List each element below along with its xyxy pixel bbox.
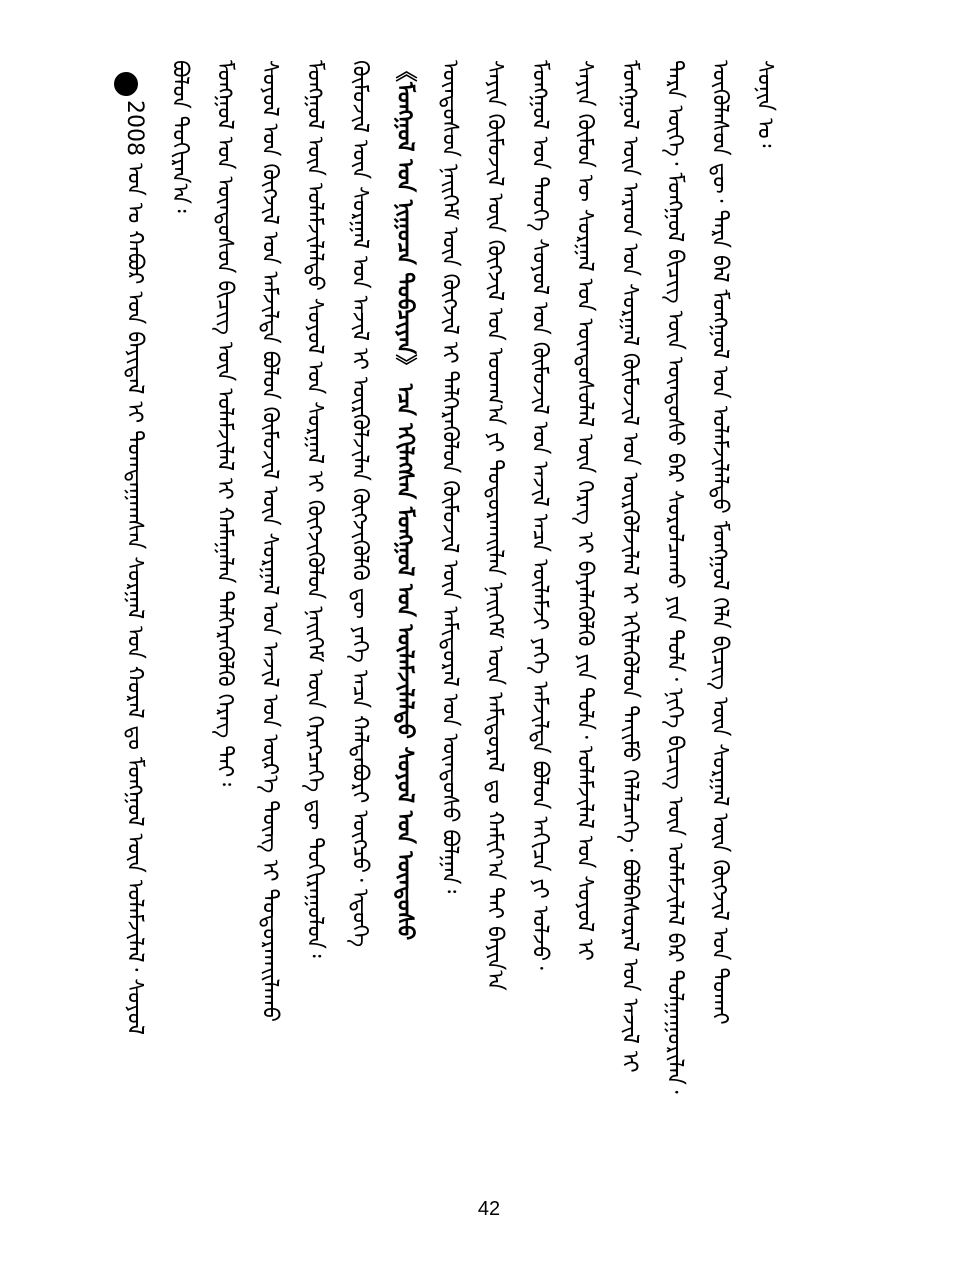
vertical-text-block xyxy=(100,60,780,1200)
text-column-14: ᠪᠣᠯᠤᠨ ᠲᠣᠬᠢᠷᠠᠨ᠎ᠠ᠄ xyxy=(167,60,192,213)
bullet-icon xyxy=(114,72,138,96)
text-column-10: ᠬᠦᠮᠦᠵᠢᠯ ᠦᠨ ᠰᠤᠷᠭᠠᠯ ᠤᠨ ᠠᠵᠢᠯ ᠢ ᠦᠷᠭᠦᠯᠵᠢᠯᠡᠨ ᠬᠥᠭᠵᠢᠭᠦᠯᠬᠦ ᠳᠦ ᠶᠡᠬᠡ ᠠᠴᠠ ᠬᠠᠯᠳᠠᠪᠤᠷᠢ ᠥᠭᠴᠦ᠂ ᠡᠳᠦᠭᠡ xyxy=(347,60,372,948)
text-column-8: ᠦᠨᠳᠦᠰᠦᠨ ᠨᠡᠢᠭᠡᠮ ᠦᠨ ᠬᠥᠭᠵᠢᠯ ᠢ ᠲᠡᠯᠭᠡᠷᠡᠭᠦᠯᠦᠨ ᠬᠦᠮᠦᠵᠢᠯ ᠦᠨ ᠠᠮᠢᠳᠤᠷᠠᠯ ᠤᠨ ᠦᠨᠳᠦᠰᠦ ᠪᠣᠯᠭᠠᠨ᠄ xyxy=(437,60,462,894)
text-column-15: 2008 ᠣᠨ ᠤ ᠬᠠᠪᠤᠷ ᠤᠨ ᠪᠠᠶᠢᠳᠠᠯ ᠢ ᠲᠣᠭᠲᠠᠭᠠᠭᠰᠠᠨ ᠰᠤᠷᠭᠠᠯ ᠤᠨ ᠬᠤᠷᠠᠯ ᠳᠤ ᠮᠣᠩᠭᠣᠯ ᠦᠨ ᠤᠯᠠᠮᠵᠢᠯᠠᠯ᠂ ᠰᠣᠶᠤᠯ xyxy=(122,100,147,1035)
text-column-7: ᠰᠠᠶᠢᠨ ᠬᠦᠮᠦᠵᠢᠯ ᠦᠨ ᠬᠥᠭᠵᠢᠯ ᠤᠨ ᠤᠳᠬ᠎ᠠ ᠶᠢ ᠲᠣᠳᠣᠷᠬᠠᠢᠯᠠᠨ ᠨᠡᠢᠭᠡᠮ ᠦᠨ ᠠᠮᠢᠳᠤᠷᠠᠯ ᠳᠤ ᠬᠠᠮᠢᠶ᠎ᠠ ᠲᠠᠢ ᠪᠠᠶᠢᠨ᠎ᠠ xyxy=(482,60,507,991)
page-number: 42 xyxy=(477,1198,501,1220)
text-column-6: ᠮᠣᠩᠭᠣᠯ ᠤᠨ ᠲᠡᠦᠬᠡ ᠰᠣᠶᠤᠯ ᠤᠨ ᠬᠦᠮᠦᠵᠢᠯ ᠤᠨ ᠠᠵᠢᠯ ᠠᠴᠠ ᠦᠯᠡᠮᠵᠢ ᠶᠡᠬᠡ ᠠᠮᠵᠢᠯᠲᠠ ᠪᠣᠯᠤᠨ ᠠᠬᠢᠴᠠ ᠶᠢ ᠣᠯᠵᠤ᠂ xyxy=(527,60,552,970)
text-column-4: ᠮᠣᠩᠭᠣᠯ ᠦᠨ ᠠᠷᠠᠳ ᠤᠨ ᠰᠤᠷᠭᠠᠯ ᠬᠦᠮᠦᠵᠢᠯ ᠤᠨ ᠦᠷᠭᠦᠯᠵᠢᠯᠡᠯ ᠢ ᠡᠬᠢᠯᠡᠭᠦᠯᠦᠨ ᠲᠡᠶ᠋ᠢᠮᠦ ᠬᠡᠯᠡᠯᠴᠡᠭᠡ᠂ ᠪᠣᠯᠪᠠᠰᠤᠷᠠᠯ ᠤᠨ ᠠᠵᠢᠯ ᠢ xyxy=(617,60,642,1073)
text-column-5: ᠰᠠᠶᠢᠨ ᠬᠦᠮᠦᠨ ᠦ ᠰᠤᠷᠭᠠᠯ ᠤᠨ ᠦᠨᠳᠦᠰᠦᠯᠡᠯ ᠦᠨ ᠬᠡᠷᠡᠭ ᠢ ᠪᠡᠶᠡᠯᠡᠭᠦᠯᠬᠦ ᠶᠢᠨ ᠲᠤᠯᠠ᠂ ᠤᠯᠠᠮᠵᠢᠯᠠᠯ ᠤᠨ ᠰᠣᠶᠤᠯ ᠢ xyxy=(572,60,597,961)
text-column-9-title: 《ᠮᠣᠩᠭᠣᠯ ᠤᠨ ᠨᠢᠭᠤᠴᠠ ᠲᠣᠪᠴᠢᠶᠠᠨ》 ᠡᠴᠡ ᠡᠬᠢᠯᠡᠭᠰᠡᠨ ᠮᠣᠩᠭᠣᠯ ᠤᠨ ᠦᠯᠠᠮᠵᠢᠯᠠᠯᠲᠤ ᠰᠣᠶᠤᠯ ᠤᠨ ᠦᠨᠳᠦᠰᠦ xyxy=(392,60,417,941)
text-column-2: ᠦᠭᠦᠯᠡᠰᠦᠨ ᠳᠦ᠂ ᠲᠡᠷᠡ ᠪᠡᠯ ᠮᠣᠩᠭᠣᠯ ᠤᠨ ᠤᠯᠠᠮᠵᠢᠯᠠᠯᠳᠣ ᠮᠣᠩᠭᠣᠯ ᠬᠡᠯᠡ ᠪᠢᠴᠢᠭ ᠦᠨ ᠰᠤᠷᠭᠠᠯ ᠦᠨ ᠬᠥᠭᠵᠢᠯ ᠤᠨ ᠲᠤᠬᠠᠢ xyxy=(707,60,732,1025)
text-column-11: ᠮᠣᠩᠭᠣᠯ ᠦᠨ ᠤᠯᠠᠮᠵᠢᠯᠠᠯᠲᠤ ᠰᠣᠶᠤᠯ ᠤᠨ ᠰᠤᠷᠭᠠᠯ ᠢ ᠬᠥᠭᠵᠢᠭᠦᠯᠦᠨ ᠨᠡᠢᠭᠡᠮ ᠦᠨ ᠬᠡᠷᠡᠭᠴᠡᠭᠡ ᠳᠦ ᠲᠣᠬᠢᠷᠠᠭᠤᠯᠤᠨ᠄ xyxy=(302,60,327,958)
text-column-3: ᠲᠡᠷᠡ ᠦᠭᠡ᠂ ᠮᠣᠩᠭᠣᠯ ᠪᠢᠴᠢᠭ ᠦᠨ ᠦᠨᠳᠦᠰᠦ ᠪᠠᠷ ᠰᠤᠷᠤᠯᠴᠠᠬᠤ ᠶᠢᠨ ᠲᠤᠯᠠ᠂ ᠨᠢᠭᠡ ᠪᠢᠴᠢᠭ ᠦᠨ ᠤᠯᠠᠮᠵᠢᠯᠠᠯ ᠪᠠᠷ ᠲᠤᠯᠭᠠᠭᠤᠷᠢᠯᠠᠨ᠂ xyxy=(662,60,687,1094)
text-column-12: ᠰᠣᠶᠤᠯ ᠤᠨ ᠬᠥᠭᠵᠢᠯ ᠤᠨ ᠠᠮᠵᠢᠯᠲᠠ ᠪᠣᠯᠤᠨ ᠬᠦᠮᠦᠵᠢᠯ ᠦᠨ ᠰᠤᠷᠭᠠᠯ ᠤᠨ ᠠᠵᠢᠯ ᠤᠨ ᠦᠷ᠎ᠡ ᠳᠦᠩ ᠢ ᠲᠣᠳᠣᠷᠬᠠᠢᠯᠠᠬᠤ xyxy=(257,60,282,1022)
text-column-1: ᠰᠣᠨᠢᠨ ᠤ᠄ xyxy=(752,60,777,148)
text-column-13: ᠮᠣᠩᠭᠣᠯ ᠤᠨ ᠦᠨᠳᠦᠰᠦᠨ ᠪᠢᠴᠢᠭ ᠦᠨ ᠤᠯᠠᠮᠵᠢᠯᠠᠯ ᠢ ᠬᠠᠮᠠᠭᠠᠯᠠᠨ ᠲᠡᠯᠭᠡᠷᠡᠭᠦᠯᠬᠦ ᠬᠡᠷᠡᠭ ᠲᠡᠢ᠄ xyxy=(212,60,237,787)
